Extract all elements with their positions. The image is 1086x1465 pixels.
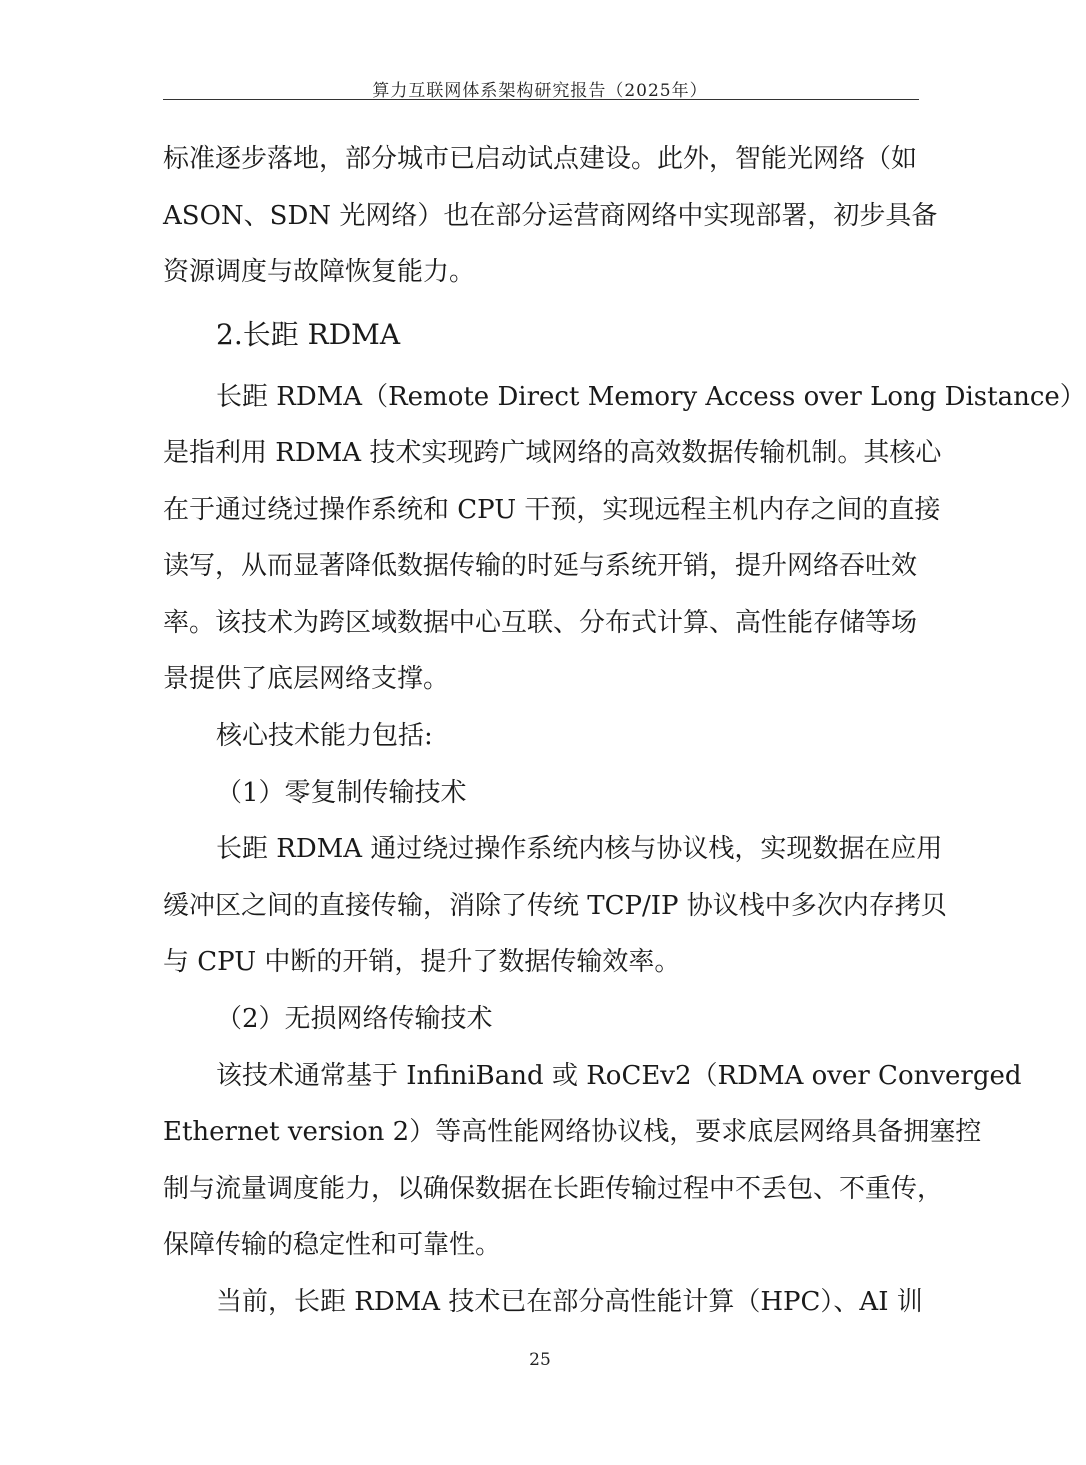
- paragraph-line: 是指利用 RDMA 技术实现跨广域网络的高效数据传输机制。其核心: [163, 438, 942, 468]
- paragraph-line: 该技术通常基于 InfiniBand 或 RoCEv2（RDMA over Converged: [216, 1061, 1022, 1091]
- paragraph-line: 保障传输的稳定性和可靠性。: [163, 1230, 502, 1260]
- paragraph-line: Ethernet version 2）等高性能网络协议栈，要求底层网络具备拥塞控: [163, 1117, 982, 1147]
- header-divider: [163, 99, 919, 100]
- paragraph-line: 率。该技术为跨区域数据中心互联、分布式计算、高性能存储等场: [163, 608, 918, 638]
- page-number: 25: [529, 1350, 551, 1370]
- header-title: 算力互联网体系架构研究报告（2025年）: [372, 81, 708, 101]
- paragraph-line: 当前，长距 RDMA 技术已在部分高性能计算（HPC）、AI 训: [216, 1287, 923, 1317]
- subsection-heading: （1）零复制传输技术: [216, 778, 467, 808]
- subsection-heading: （2）无损网络传输技术: [216, 1004, 493, 1034]
- paragraph-line: 与 CPU 中断的开销，提升了数据传输效率。: [163, 947, 681, 977]
- paragraph-line: 读写，从而显著降低数据传输的时延与系统开销，提升网络吞吐效: [163, 551, 918, 581]
- paragraph-line: 长距 RDMA 通过绕过操作系统内核与协议栈，实现数据在应用: [216, 834, 943, 864]
- paragraph-line: 核心技术能力包括:: [216, 721, 433, 751]
- paragraph-line: 景提供了底层网络支撑。: [163, 664, 450, 694]
- paragraph-line: 制与流量调度能力，以确保数据在长距传输过程中不丢包、不重传，: [163, 1174, 944, 1204]
- paragraph-line: 长距 RDMA（Remote Direct Memory Access over Long Distance）: [216, 382, 1086, 412]
- section-heading: 2.长距 RDMA: [216, 318, 401, 351]
- paragraph-line: 资源调度与故障恢复能力。: [163, 257, 476, 287]
- paragraph-line: 缓冲区之间的直接传输，消除了传统 TCP/IP 协议栈中多次内存拷贝: [163, 891, 947, 921]
- paragraph-line: ASON、SDN 光网络）也在部分运营商网络中实现部署，初步具备: [163, 201, 938, 231]
- paragraph-line: 标准逐步落地，部分城市已启动试点建设。此外，智能光网络（如: [163, 144, 918, 174]
- paragraph-line: 在于通过绕过操作系统和 CPU 干预，实现远程主机内存之间的直接: [163, 495, 941, 525]
